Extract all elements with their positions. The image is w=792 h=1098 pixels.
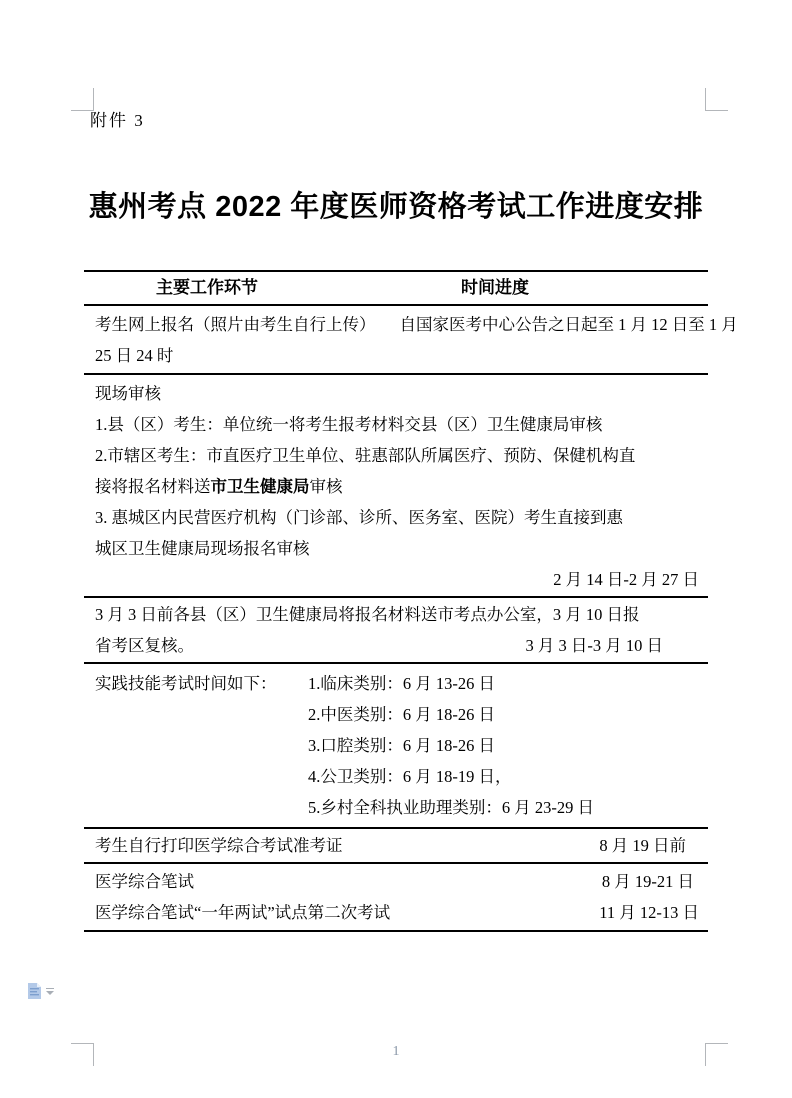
text-segment: 3. 惠城区内民营医疗机构（门诊部、诊所、医务室、医院）考生直接到惠 xyxy=(95,508,623,527)
row-line xyxy=(84,699,708,730)
row-line xyxy=(84,564,708,595)
row-line xyxy=(84,471,708,502)
row-line xyxy=(84,340,708,371)
chevron-down-icon[interactable] xyxy=(45,987,55,995)
text-segment: 医学综合笔试“一年两试”试点第二次考试 xyxy=(95,903,391,922)
text-segment: 接将报名材料送 xyxy=(95,477,211,496)
date-text: 8 月 19-21 日 xyxy=(601,872,694,891)
table-header-row xyxy=(84,272,708,306)
text-segment: 3 月 3 日前各县（区）卫生健康局将报名材料送市考点办公室，3 月 10 日报 xyxy=(95,605,640,624)
header-cell-main-steps: 主要工作环节 xyxy=(156,278,258,297)
text-segment: 1.临床类别：6 月 13-26 日 xyxy=(308,674,495,693)
row-line xyxy=(84,599,708,630)
text-segment: 3.口腔类别：6 月 18-26 日 xyxy=(308,736,495,755)
row-line xyxy=(84,533,708,564)
text-segment: 25 日 24 时 xyxy=(95,346,174,365)
row-line xyxy=(84,502,708,533)
table-row xyxy=(84,829,708,864)
row-line xyxy=(84,668,708,699)
date-text: 2 月 14 日-2 月 27 日 xyxy=(553,570,699,589)
attachment-label: 附件 3 xyxy=(90,111,145,130)
text-segment: 2.市辖区考生：市直医疗卫生单位、驻惠部队所属医疗、预防、保健机构直 xyxy=(95,446,636,465)
table-row xyxy=(84,375,708,598)
row-line xyxy=(84,730,708,761)
text-segment: 省考区复核。 xyxy=(95,636,194,655)
row-line xyxy=(84,830,708,861)
table-row xyxy=(84,306,738,375)
date-text: 3 月 3 日-3 月 10 日 xyxy=(525,636,663,655)
document-title: 惠州考点 2022 年度医师资格考试工作进度安排 xyxy=(88,191,704,223)
row-line xyxy=(84,897,708,928)
text-segment: 2.中医类别：6 月 18-26 日 xyxy=(308,705,495,724)
row-line xyxy=(84,792,708,823)
text-segment: 5.乡村全科执业助理类别：6 月 23-29 日 xyxy=(308,798,594,817)
blue-document-icon[interactable] xyxy=(27,982,42,1000)
text-segment: 4.公卫类别：6 月 18-19 日， xyxy=(308,767,512,786)
table-row xyxy=(84,598,708,664)
text-segment: 审核 xyxy=(309,477,343,496)
header-cell-time-schedule: 时间进度 xyxy=(461,278,529,297)
row-line xyxy=(84,378,708,409)
row-line xyxy=(84,409,708,440)
text-segment: 城区卫生健康局现场报名审核 xyxy=(95,539,310,558)
row-line xyxy=(84,761,708,792)
text-segment: 现场审核 xyxy=(95,384,161,403)
row-line xyxy=(84,440,708,471)
bold-text-segment: 市卫生健康局 xyxy=(210,477,310,496)
schedule-table xyxy=(84,270,738,932)
row-line xyxy=(84,309,738,340)
table-row xyxy=(84,664,708,829)
text-segment: 自国家医考中心公告之日起至 1 月 12 日至 1 月 xyxy=(399,315,738,334)
text-boundary-mark-top-right xyxy=(705,88,728,111)
row-line xyxy=(84,630,708,661)
date-text: 8 月 19 日前 xyxy=(599,836,686,855)
text-segment: 考生自行打印医学综合考试准考证 xyxy=(95,836,343,855)
date-text: 11 月 12-13 日 xyxy=(599,903,699,922)
table-body xyxy=(84,306,738,932)
row-line xyxy=(84,866,708,897)
text-segment: 医学综合笔试 xyxy=(95,872,194,891)
table-row xyxy=(84,864,708,932)
text-segment: 实践技能考试时间如下： xyxy=(95,674,277,693)
text-segment: 1.县（区）考生：单位统一将考生报考材料交县（区）卫生健康局审核 xyxy=(95,415,603,434)
page-number: 1 xyxy=(392,1044,400,1059)
text-segment: 考生网上报名（照片由考生自行上传） xyxy=(95,315,376,334)
